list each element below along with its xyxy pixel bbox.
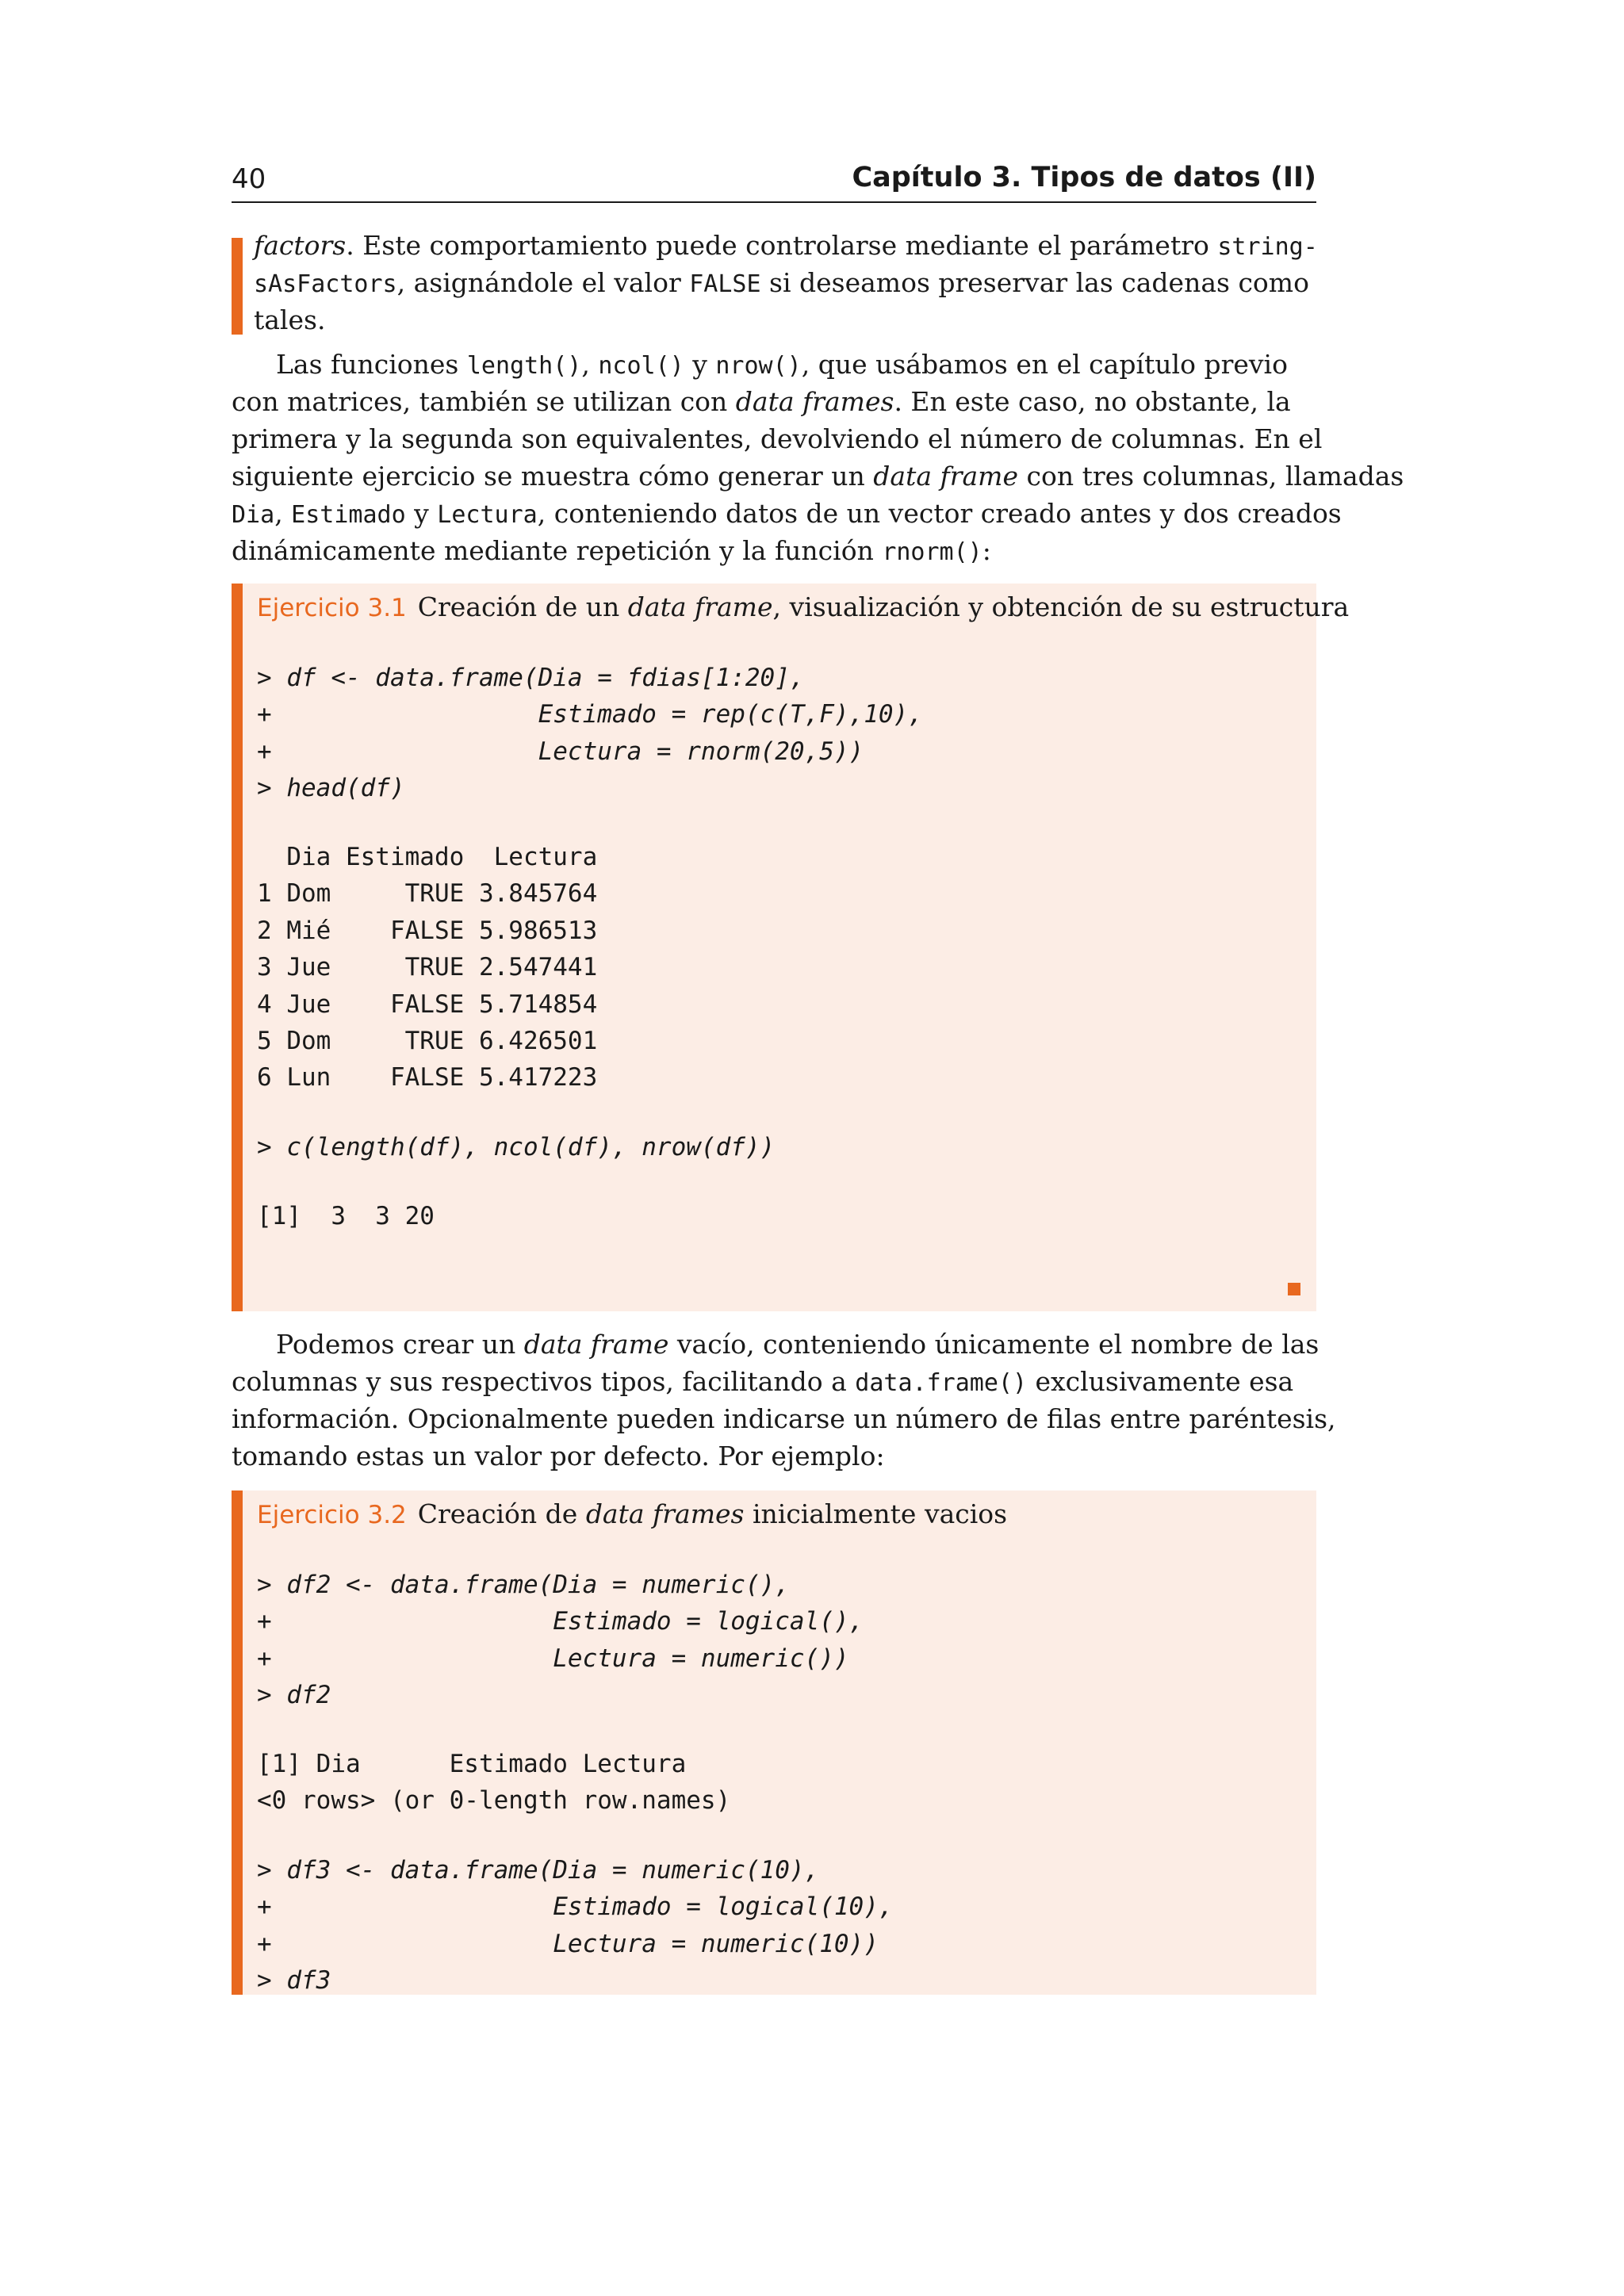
inline-code: Estimado [291,501,406,529]
output-line: 6 Lun FALSE 5.417223 [257,1063,598,1092]
intro-italic: factors [254,230,347,261]
para2-line-3: información. Opcionalmente pueden indicarse un número de filas entre paréntesis, [232,1403,1336,1434]
intro-text: si deseamos preservar las cadenas como [760,267,1309,298]
intro-paragraph [254,227,1316,339]
output-line: 5 Dom TRUE 6.426501 [257,1027,598,1055]
para2-line-4: tomando estas un valor por defecto. Por ejemplo: [232,1441,885,1471]
code-line: + Estimado = logical(10), [257,1892,894,1921]
para1-line-4 [232,457,1404,495]
para-text: siguiente ejercicio se muestra cómo generar un [232,461,874,492]
intro-line-3: tales. [254,304,326,335]
exercise-bar [232,584,243,1311]
intro-line-1 [254,227,1316,264]
chapter-title: Capítulo 3. Tipos de datos (II) [852,162,1316,193]
para-text: con tres columnas, llamadas [1018,461,1404,492]
exercise-title [257,591,1349,622]
para-text: columnas y sus respectivos tipos, facilitando a [232,1366,856,1397]
code-line: > df2 [257,1681,331,1709]
inline-code: sAsFactors [254,270,397,298]
intro-text: . Este comportamiento puede controlarse mediante el parámetro [346,230,1218,261]
intro-text: , asignándole el valor [396,267,690,298]
exercise-title [257,1498,1007,1529]
exercise-label: Ejercicio 3.2 [257,1501,407,1529]
output-line: Dia Estimado Lectura [257,843,598,871]
para-text: . En este caso, no obstante, la [894,386,1291,417]
exercise-title-text: , visualización y obtención de su estructura [772,591,1350,622]
output-line: 3 Jue TRUE 2.547441 [257,953,598,982]
code-line: > df3 <- data.frame(Dia = numeric(10), [257,1856,820,1885]
para-text: : [982,535,991,566]
paragraph-empty-frames [232,1326,1336,1475]
page-number: 40 [232,163,266,195]
para1-line-3: primera y la segunda son equivalentes, devolviendo el número de columnas. En el [232,423,1323,454]
exercise-bar [232,1490,243,1995]
inline-code: FALSE [689,270,761,298]
exercise-title-text: inicialmente vacios [744,1498,1008,1529]
para-text: , conteniendo datos de un vector creado antes y dos creados [537,498,1342,529]
paragraph-functions [232,346,1404,569]
code-line: + Estimado = rep(c(T,F),10), [257,700,923,729]
para-text: exclusivamente esa [1027,1366,1294,1397]
para-text: Podemos crear un [276,1329,524,1360]
para1-line-2 [232,383,1316,420]
exercise-3-1 [232,584,1350,1311]
intro-line-2 [254,264,1316,301]
output-line: 4 Jue FALSE 5.714854 [257,990,598,1019]
para2-line-2 [232,1363,1316,1400]
continuation-bar [232,238,243,335]
code-line: > df3 [257,1966,331,1995]
code-line: > df2 <- data.frame(Dia = numeric(), [257,1571,790,1599]
para-text: , que usábamos en el capítulo previo [801,349,1288,380]
exercise-3-2 [232,1490,1316,1995]
output-line: 2 Mié FALSE 5.986513 [257,916,598,945]
code-line: + Estimado = logical(), [257,1607,864,1636]
output-line: <0 rows> (or 0-length row.names) [257,1786,731,1815]
para-text: dinámicamente mediante repetición y la función [232,535,883,566]
output-line: 1 Dom TRUE 3.845764 [257,879,598,908]
exercise-title-text: Creación de [417,1498,586,1529]
inline-code: Dia [232,501,275,529]
para1-line-5 [232,495,1342,532]
para-italic: data frame [523,1329,669,1360]
para-text: , [581,349,599,380]
para-text: y [405,498,438,529]
code-line: + Lectura = numeric(10)) [257,1930,879,1958]
page-header [232,160,1316,203]
exercise-title-italic: data frame [627,591,773,622]
inline-code: data.frame() [855,1369,1028,1397]
para-italic: data frame [873,461,1019,492]
exercise-end-mark [1288,1283,1300,1295]
code-line: + Lectura = numeric()) [257,1644,849,1673]
inline-code: rnorm() [882,538,982,566]
para-text: y [684,349,716,380]
para-text: vacío, conteniendo únicamente el nombre de las [668,1329,1320,1360]
code-line: + Lectura = rnorm(20,5)) [257,737,864,766]
para-italic: data frames [735,386,894,417]
para1-line-6 [232,532,1316,569]
inline-code: string- [1217,233,1318,261]
inline-code: Lectura [437,501,538,529]
para2-line-1 [232,1326,1320,1363]
exercise-label: Ejercicio 3.1 [257,594,407,622]
inline-code: length() [466,352,582,380]
inline-code: ncol() [598,352,684,380]
exercise-title-italic: data frames [585,1498,745,1529]
para1-line-1 [232,346,1316,383]
para-text: , [274,498,292,529]
para-text: Las funciones [276,349,467,380]
code-line: > c(length(df), ncol(df), nrow(df)) [257,1133,776,1161]
exercise-title-text: Creación de un [417,591,628,622]
inline-code: nrow() [715,352,802,380]
code-line: > df <- data.frame(Dia = fdias[1:20], [257,664,805,692]
para-text: con matrices, también se utilizan con [232,386,736,417]
code-line: > head(df) [257,774,405,802]
output-line: [1] Dia Estimado Lectura [257,1750,687,1778]
output-line: [1] 3 3 20 [257,1202,435,1230]
